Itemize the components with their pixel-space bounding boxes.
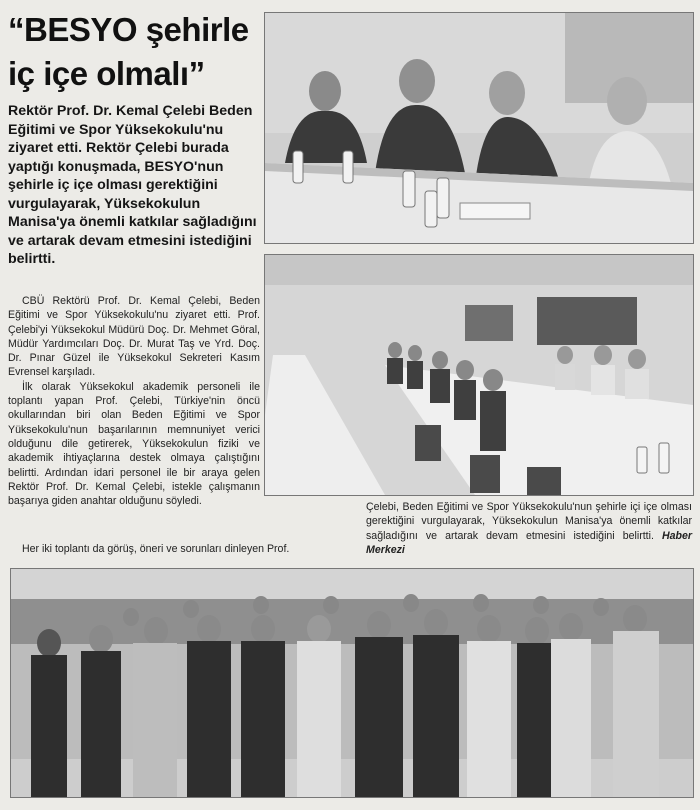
body-paragraph-3-start: Her iki toplantı da görüş, öneri ve sorunları dinleyen Prof. bbox=[22, 543, 290, 555]
photo-group-image bbox=[11, 569, 693, 797]
photo-meeting-closeup bbox=[264, 12, 694, 244]
photo-conference-room-image bbox=[265, 255, 693, 495]
photo-group bbox=[10, 568, 694, 798]
body-paragraph-2: İlk olarak Yüksekokul akademik personeli ile toplantı yapan Prof. Çelebi, Türkiye'nin öncü okullarından biri olan Beden Eğitimi ve Spor Yüksekokulu'nun başarılarının memnuniyet verici olduğunu dile getirerek, Yüksekokulun fiziki ve akademik ihtiyaçlarına destek olmaya çalıştığını belirtti. Ardından idari personel ile bir araya gelen Rektör Prof. Dr. Kemal Çelebi, istekle çalışmanın başarıya giden anahtar olduğunu söyledi. bbox=[8, 380, 260, 508]
body-paragraph-1: CBÜ Rektörü Prof. Dr. Kemal Çelebi, Beden Eğitimi ve Spor Yüksekokulu'nu ziyaret etti. Prof. Çelebi'yi Yüksekokul Müdürü Doç. Dr. Mehmet Göral, Müdür Yardımcıları Doç. Dr. Murat Taş ve Yrd. Doç. Dr. Pınar Güzel ile Yüksekokul Sekreteri Kasım Evrensel karşıladı. bbox=[8, 295, 260, 379]
headline-line-1: “BESYO şehirle bbox=[8, 11, 249, 48]
photo-meeting-closeup-image bbox=[265, 13, 693, 243]
body-paragraph-3-end: Çelebi, Beden Eğitimi ve Spor Yüksekokulu'nun şehirle içi içe olması gerektiğini vurgulayarak, Yüksekokulun Manisa'ya önemli katkılar sağladığını ve artarak devam etmesini istediğini belirtti. bbox=[366, 501, 692, 542]
photo-conference-room bbox=[264, 254, 694, 496]
byline: Haber Merkezi bbox=[366, 529, 692, 556]
body-column bbox=[8, 294, 260, 508]
headline-line-2: iç içe olmalı” bbox=[8, 55, 205, 92]
body-paragraph-3-continued bbox=[366, 500, 692, 557]
headline bbox=[8, 8, 258, 96]
lead-paragraph: Rektör Prof. Dr. Kemal Çelebi Beden Eğitimi ve Spor Yüksekokulu'nu ziyaret etti. Rektör Çelebi burada yaptığı konuşmada, BESYO'nun şehirle iç içe olması gerektiğini vurgulayarak, Yüksekokulun Manisa'ya önemli katkılar sağladığını ve artarak devam etmesini istediğini belirtti. bbox=[8, 103, 257, 267]
